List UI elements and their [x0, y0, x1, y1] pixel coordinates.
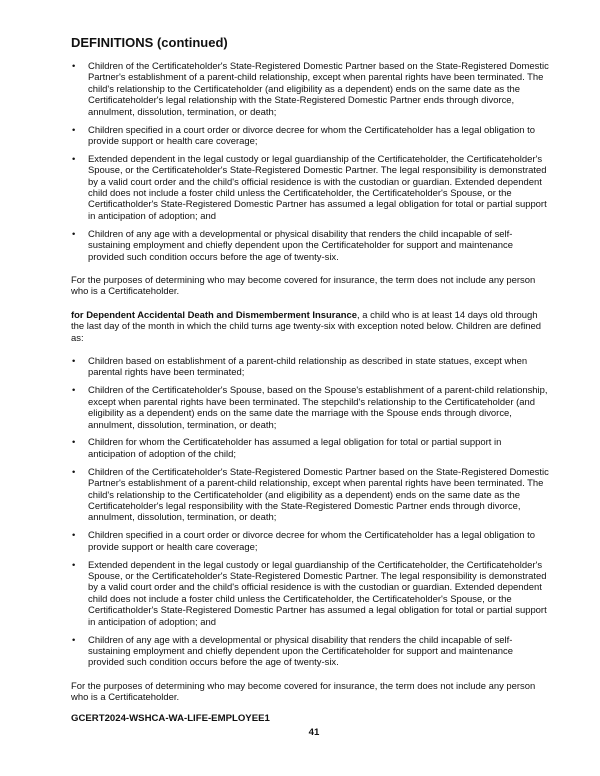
document-page	[71, 35, 549, 716]
footer-document-code: GCERT2024-WSHCA-WA-LIFE-EMPLOYEE1	[71, 713, 270, 724]
list-item: • Children of the Certificateholder's State-Registered Domestic Partner based on the State-Registered Domestic Partner's establishment of a parent-child relationship, except when parental rights have been terminated. The child's relationship to the Certificateholder (and eligibility as a dependent) ends on the same date as the Certificateholder's legal relationship with the State-Registered Domestic Partner ends through divorce, annulment, dissolution, termination, or death;	[72, 61, 549, 118]
children-definition-list	[71, 61, 549, 263]
bullet-icon: •	[72, 559, 76, 571]
bullet-icon: •	[72, 530, 76, 542]
exclusion-paragraph-2: For the purposes of determining who may become covered for insurance, the term does not include any person who is a Certificateholder.	[71, 680, 536, 704]
list-item: • Children of any age with a developmental or physical disability that renders the child incapable of self-sustaining employment and chiefly dependent upon the Certificateholder for support and maintenance provided such condition occurs before the age of twenty-six.	[72, 228, 513, 263]
bullet-icon: •	[72, 356, 76, 368]
section-heading: DEFINITIONS (continued)	[71, 35, 228, 50]
list-item: • Children of the Certificateholder's State-Registered Domestic Partner based on the State-Registered Domestic Partner's establishment of a parent-child relationship, except when parental rights have been terminated. The child's relationship to the Certificateholder (and eligibility as a dependent) ends on the same date as the Certificateholder's legal responsibility with the State-Registered Domestic Partner ends through divorce, annulment, dissolution, termination, or death;	[72, 466, 549, 524]
list-item: • Children based on establishment of a parent-child relationship as described in state statues, except when parental rights have been terminated;	[72, 356, 528, 379]
bullet-icon: •	[72, 228, 76, 240]
bullet-icon: •	[72, 634, 76, 646]
list-item: • Children specified in a court order or divorce decree for whom the Certificateholder has a legal obligation to provide support or health care coverage;	[72, 124, 535, 147]
dadd-children-list	[71, 356, 549, 669]
list-item: • Children for whom the Certificateholder has assumed a legal obligation for total or partial support in anticipation of adoption of the child;	[72, 437, 502, 460]
exclusion-paragraph: For the purposes of determining who may become covered for insurance, the term does not include any person who is a Certificateholder.	[71, 275, 536, 298]
list-item: • Extended dependent in the legal custody or legal guardianship of the Certificateholder, the Certificateholder's Spouse, or the Certificateholder's State-Registered Domestic Partner. The legal responsibility is demonstrated by a valid court order and the child's official residence is with the custodian or guardian. Extended dependent child does not include a foster child unless the Certificateholder, the Certificateholder's Spouse, or the Certificatholder's State-Registered Domestic Partner has assumed a legal obligation for total or partial support in anticipation of adoption; and	[72, 559, 547, 628]
bullet-icon: •	[72, 385, 76, 397]
list-item: • Children of any age with a developmental or physical disability that renders the child incapable of self-sustaining employment and chiefly dependent upon the Certificateholder for support and maintenance provided such condition occurs before the age of twenty-six.	[72, 634, 513, 669]
bullet-icon: •	[72, 466, 76, 478]
bullet-icon: •	[72, 153, 76, 165]
bullet-icon: •	[72, 61, 76, 72]
list-item: • Children specified in a court order or divorce decree for whom the Certificateholder has a legal obligation to provide support or health care coverage;	[72, 530, 535, 553]
bullet-icon: •	[72, 124, 76, 136]
page-number: 41	[308, 727, 320, 738]
dadd-term: for Dependent Accidental Death and Dismemberment Insurance	[71, 309, 357, 321]
dadd-definition-paragraph: for Dependent Accidental Death and Dismemberment Insurance, a child who is at least 14 days old through the last day of the month in which the child turns age twenty-six with exception noted below. Children are defined as:	[71, 309, 542, 344]
list-item: • Extended dependent in the legal custody or legal guardianship of the Certificateholder, the Certificateholder's Spouse, or the Certificateholder's State-Registered Domestic Partner. The legal responsibility is demonstrated by a valid court order and the child's official residence is with the custodian or guardian. Extended dependent child does not include a foster child unless the Certificateholder, the Certificateholder's Spouse, or the Certificatholder's State-Registered Domestic Partner has assumed a legal obligation for total or partial support in anticipation of adoption; and	[72, 153, 547, 222]
list-item: • Children of the Certificateholder's Spouse, based on the Spouse's establishment of a parent-child relationship, except when parental rights have been terminated. The stepchild's relationship to the Certificateholder (and eligibility as a dependent) ends on the same date the marriage with the Spouse ends through divorce, annulment, dissolution, termination, or death;	[72, 385, 548, 431]
bullet-icon: •	[72, 437, 76, 449]
